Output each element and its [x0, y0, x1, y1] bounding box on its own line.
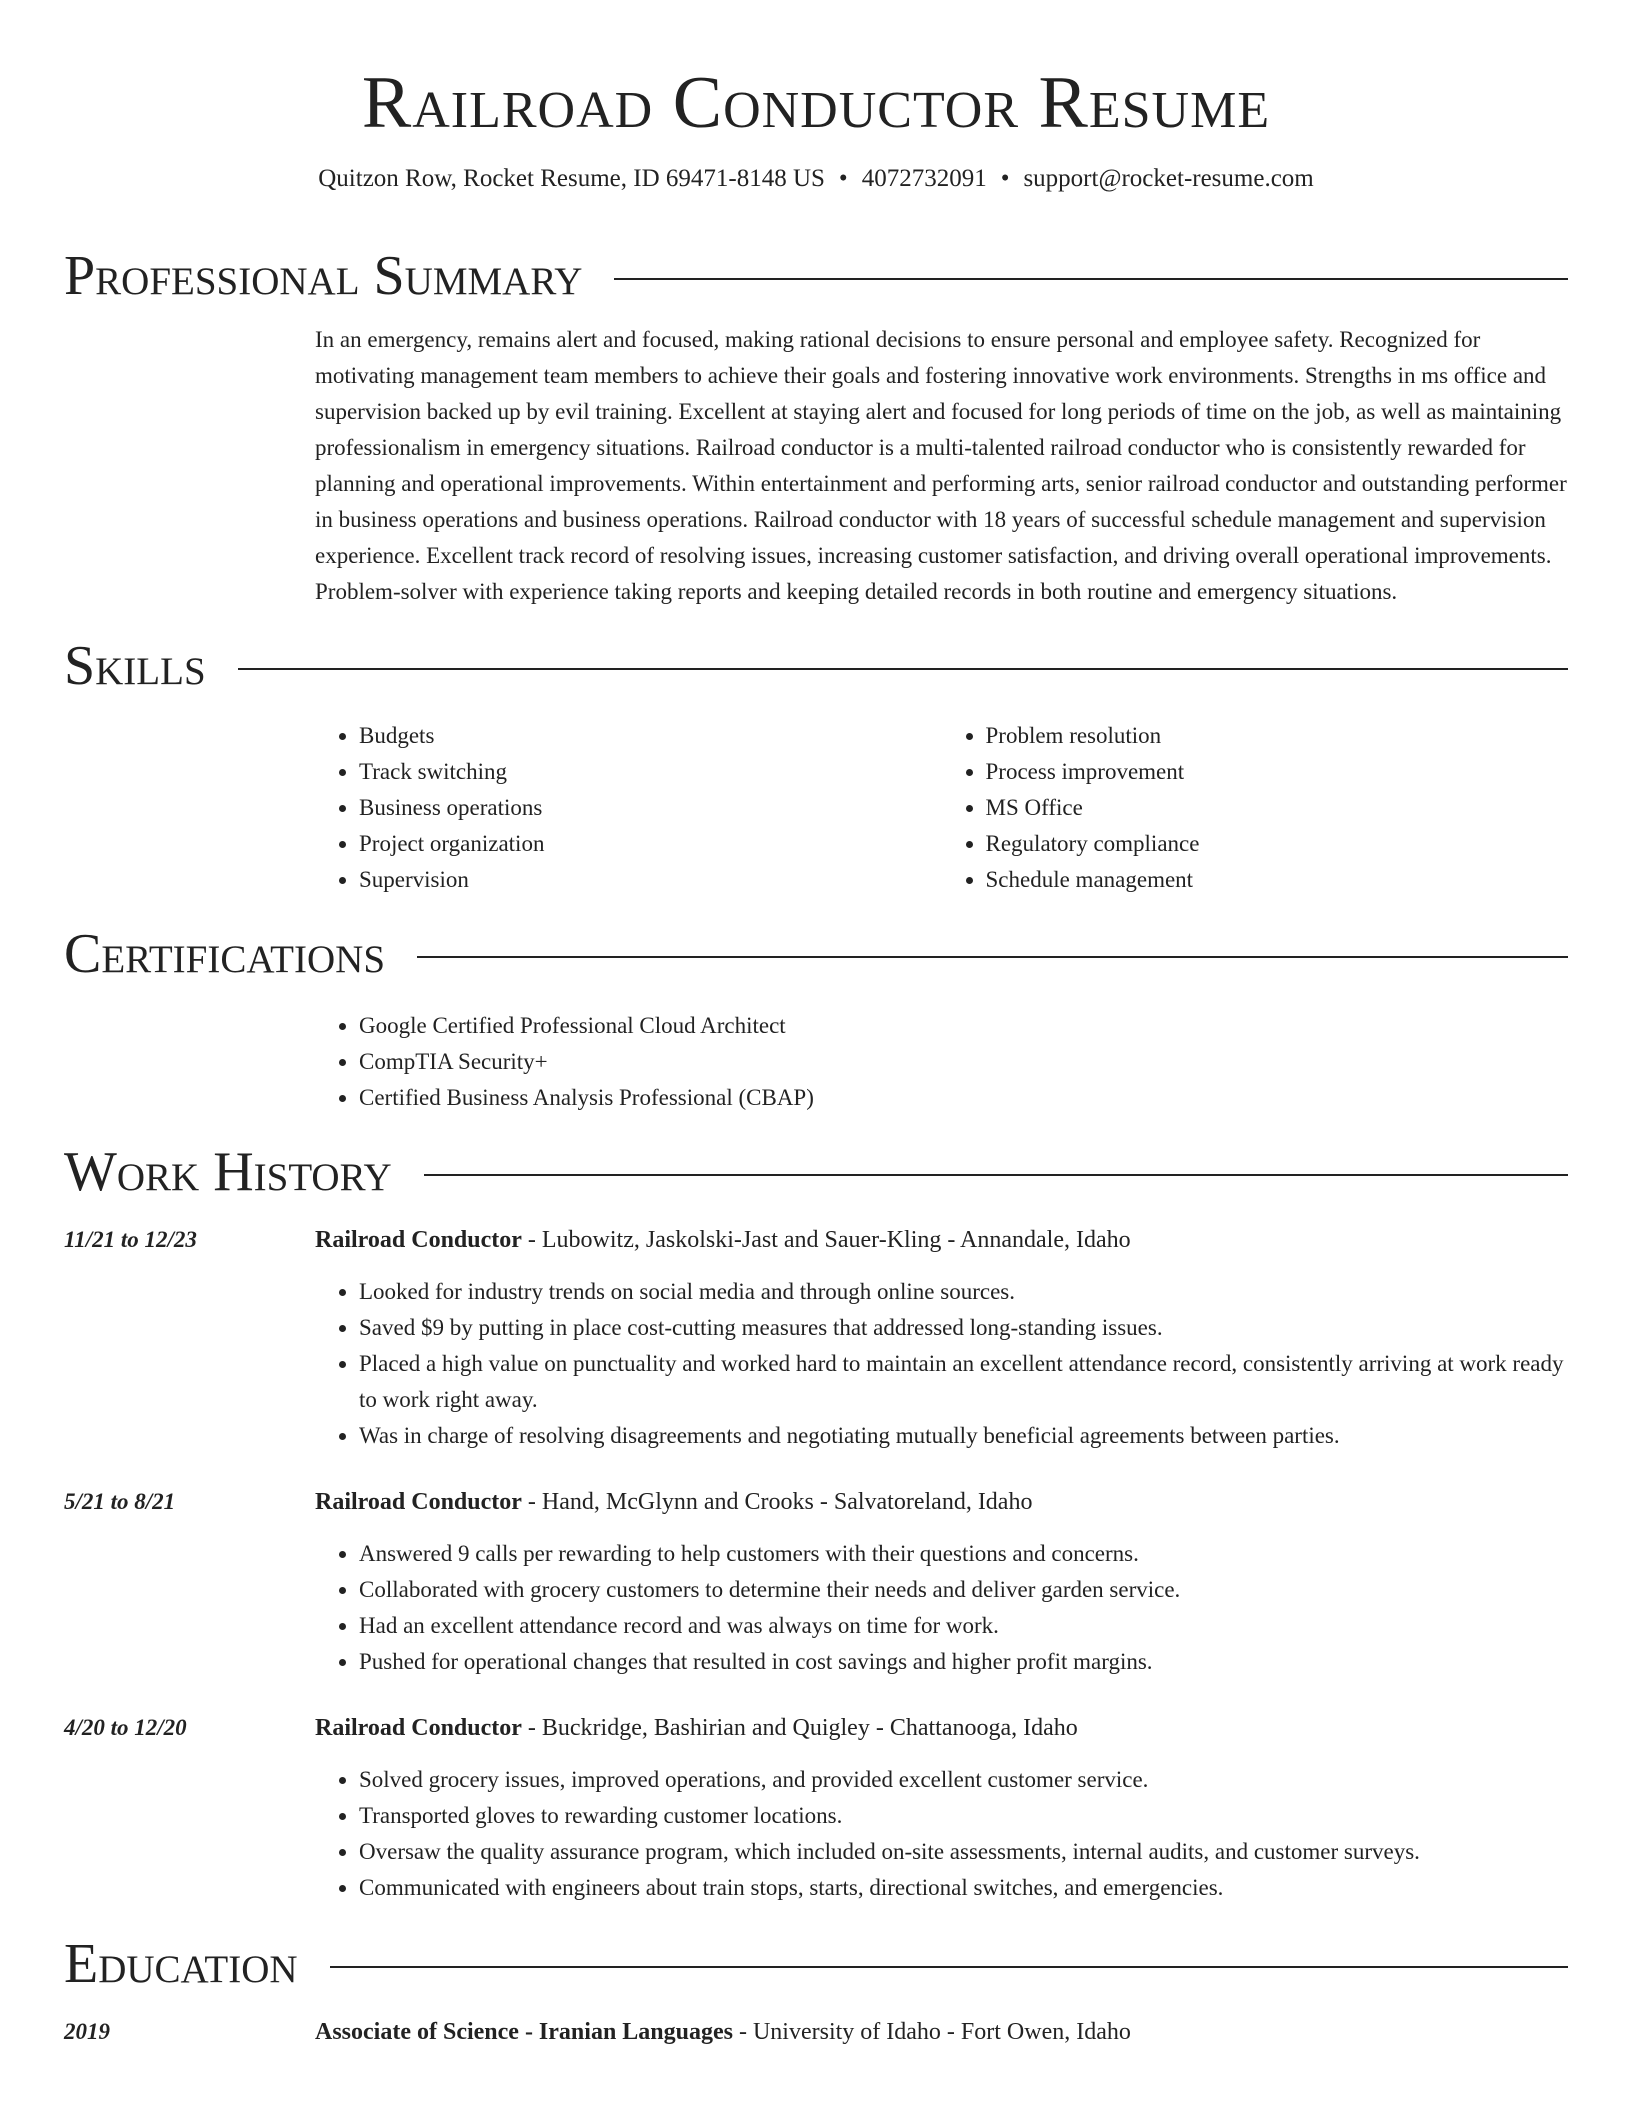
skill-item: • Business operations [359, 790, 942, 826]
job-bullet: • Saved $9 by putting in place cost-cutting measures that addressed long-standing issues. [359, 1310, 1568, 1346]
education-section [64, 2014, 1568, 2066]
job-employer: - Buckridge, Bashirian and Quigley - Chattanooga, Idaho [521, 1715, 1078, 1741]
job-bullet: • Was in charge of resolving disagreements and negotiating mutually beneficial agreements between parties. [359, 1418, 1568, 1454]
skills-section-header [64, 634, 1568, 698]
skill-item: • Track switching [359, 754, 942, 790]
certifications-heading: Certifications [64, 923, 386, 985]
education-section-header [64, 1932, 1568, 1996]
job-bullet: • Looked for industry trends on social media and through online sources. [359, 1274, 1568, 1310]
contact-line [64, 164, 1568, 194]
summary-section [315, 322, 1568, 610]
certifications-section-header [64, 922, 1568, 986]
skill-item: • Supervision [359, 862, 942, 898]
skill-item: • Project organization [359, 826, 942, 862]
skill-item: • MS Office [986, 790, 1569, 826]
resume-title: Railroad Conductor Resume [361, 62, 1271, 144]
contact-separator: • [1000, 165, 1010, 192]
resume-page [64, 0, 1568, 2066]
education-entry [64, 2014, 1568, 2066]
skill-item: • Problem resolution [986, 718, 1569, 754]
job-entry [64, 1710, 1568, 1906]
certification-item: • CompTIA Security+ [359, 1044, 1568, 1080]
section-divider [330, 1966, 1568, 1968]
degree-title: Associate of Science - Iranian Languages [315, 2019, 733, 2045]
job-bullet: • Solved grocery issues, improved operations, and provided excellent customer service. [359, 1762, 1568, 1798]
school-details: - University of Idaho - Fort Owen, Idaho [732, 2019, 1131, 2045]
education-heading: Education [64, 1933, 298, 1995]
summary-text: In an emergency, remains alert and focused, making rational decisions to ensure personal and employee safety. Recognized for motivating management team members to achieve their goals and fostering innovative work environments. Strengths in ms office and supervision backed up by evil training. Excellent at staying alert and focused for long periods of time on the job, as well as maintaining professionalism in emergency situations. Railroad conductor is a multi-talented railroad conductor who is consistently rewarded for planning and operational improvements. Within entertainment and performing arts, senior railroad conductor and outstanding performer in business operations and business operations. Railroad conductor with 18 years of successful schedule management and supervision experience. Excellent track record of resolving issues, increasing customer satisfaction, and driving overall operational improvements. Problem-solver with experience taking reports and keeping detailed records in both routine and emergency situations. [315, 327, 1567, 604]
job-bullets [315, 1536, 1568, 1680]
job-dates: 5/21 to 8/21 [64, 1489, 176, 1514]
job-employer: - Lubowitz, Jaskolski-Jast and Sauer-Kling - Annandale, Idaho [521, 1227, 1131, 1253]
job-entry [64, 1484, 1568, 1680]
section-divider [417, 956, 1568, 958]
education-detail [315, 2014, 1568, 2066]
job-bullet: • Answered 9 calls per rewarding to help customers with their questions and concerns. [359, 1536, 1568, 1572]
job-bullets [315, 1762, 1568, 1906]
education-dates: 2019 [64, 2019, 110, 2044]
skills-section [315, 718, 1568, 898]
job-dates: 11/21 to 12/23 [64, 1227, 197, 1252]
job-bullet: • Transported gloves to rewarding customer locations. [359, 1798, 1568, 1834]
section-divider [614, 278, 1568, 280]
job-title: Railroad Conductor [315, 1489, 522, 1515]
certification-item: • Google Certified Professional Cloud Architect [359, 1008, 1568, 1044]
job-detail [315, 1484, 1568, 1680]
skills-heading: Skills [64, 635, 206, 697]
section-divider [424, 1174, 1568, 1176]
work-history-section-header [64, 1140, 1568, 1204]
skill-item: • Budgets [359, 718, 942, 754]
skills-list-right [942, 718, 1569, 898]
job-title: Railroad Conductor [315, 1715, 522, 1741]
job-title: Railroad Conductor [315, 1227, 522, 1253]
job-bullet: • Collaborated with grocery customers to determine their needs and deliver garden service. [359, 1572, 1568, 1608]
skill-item: • Regulatory compliance [986, 826, 1569, 862]
job-entry [64, 1222, 1568, 1454]
job-bullet: • Oversaw the quality assurance program, which included on-site assessments, internal audits, and customer surveys. [359, 1834, 1568, 1870]
contact-email[interactable]: support@rocket-resume.com [1023, 165, 1314, 192]
job-bullet: • Pushed for operational changes that resulted in cost savings and higher profit margins. [359, 1644, 1568, 1680]
job-bullet: • Had an excellent attendance record and was always on time for work. [359, 1608, 1568, 1644]
job-title-line [315, 1710, 1568, 1746]
job-detail [315, 1710, 1568, 1906]
section-divider [238, 668, 1568, 670]
summary-heading: Professional Summary [64, 245, 583, 307]
contact-address: Quitzon Row, Rocket Resume, ID 69471-8148 US [318, 165, 825, 192]
certifications-list [315, 1008, 1568, 1116]
skill-item: • Schedule management [986, 862, 1569, 898]
job-bullet: • Placed a high value on punctuality and worked hard to maintain an excellent attendance record, consistently arriving at work ready to work right away. [359, 1346, 1568, 1418]
job-bullet: • Communicated with engineers about train stops, starts, directional switches, and emergencies. [359, 1870, 1568, 1906]
work-history-section [64, 1222, 1568, 1906]
work-history-heading: Work History [64, 1141, 392, 1203]
education-title-line [315, 2014, 1568, 2050]
contact-separator: • [838, 165, 848, 192]
certification-item: • Certified Business Analysis Professional (CBAP) [359, 1080, 1568, 1116]
job-dates: 4/20 to 12/20 [64, 1715, 187, 1740]
job-employer: - Hand, McGlynn and Crooks - Salvatoreland, Idaho [521, 1489, 1033, 1515]
skills-list-left [315, 718, 942, 898]
summary-section-header [64, 244, 1568, 308]
skill-item: • Process improvement [986, 754, 1569, 790]
job-title-line [315, 1484, 1568, 1520]
job-title-line [315, 1222, 1568, 1258]
certifications-section [315, 1008, 1568, 1116]
contact-phone: 4072732091 [861, 165, 987, 192]
job-detail [315, 1222, 1568, 1454]
job-bullets [315, 1274, 1568, 1454]
